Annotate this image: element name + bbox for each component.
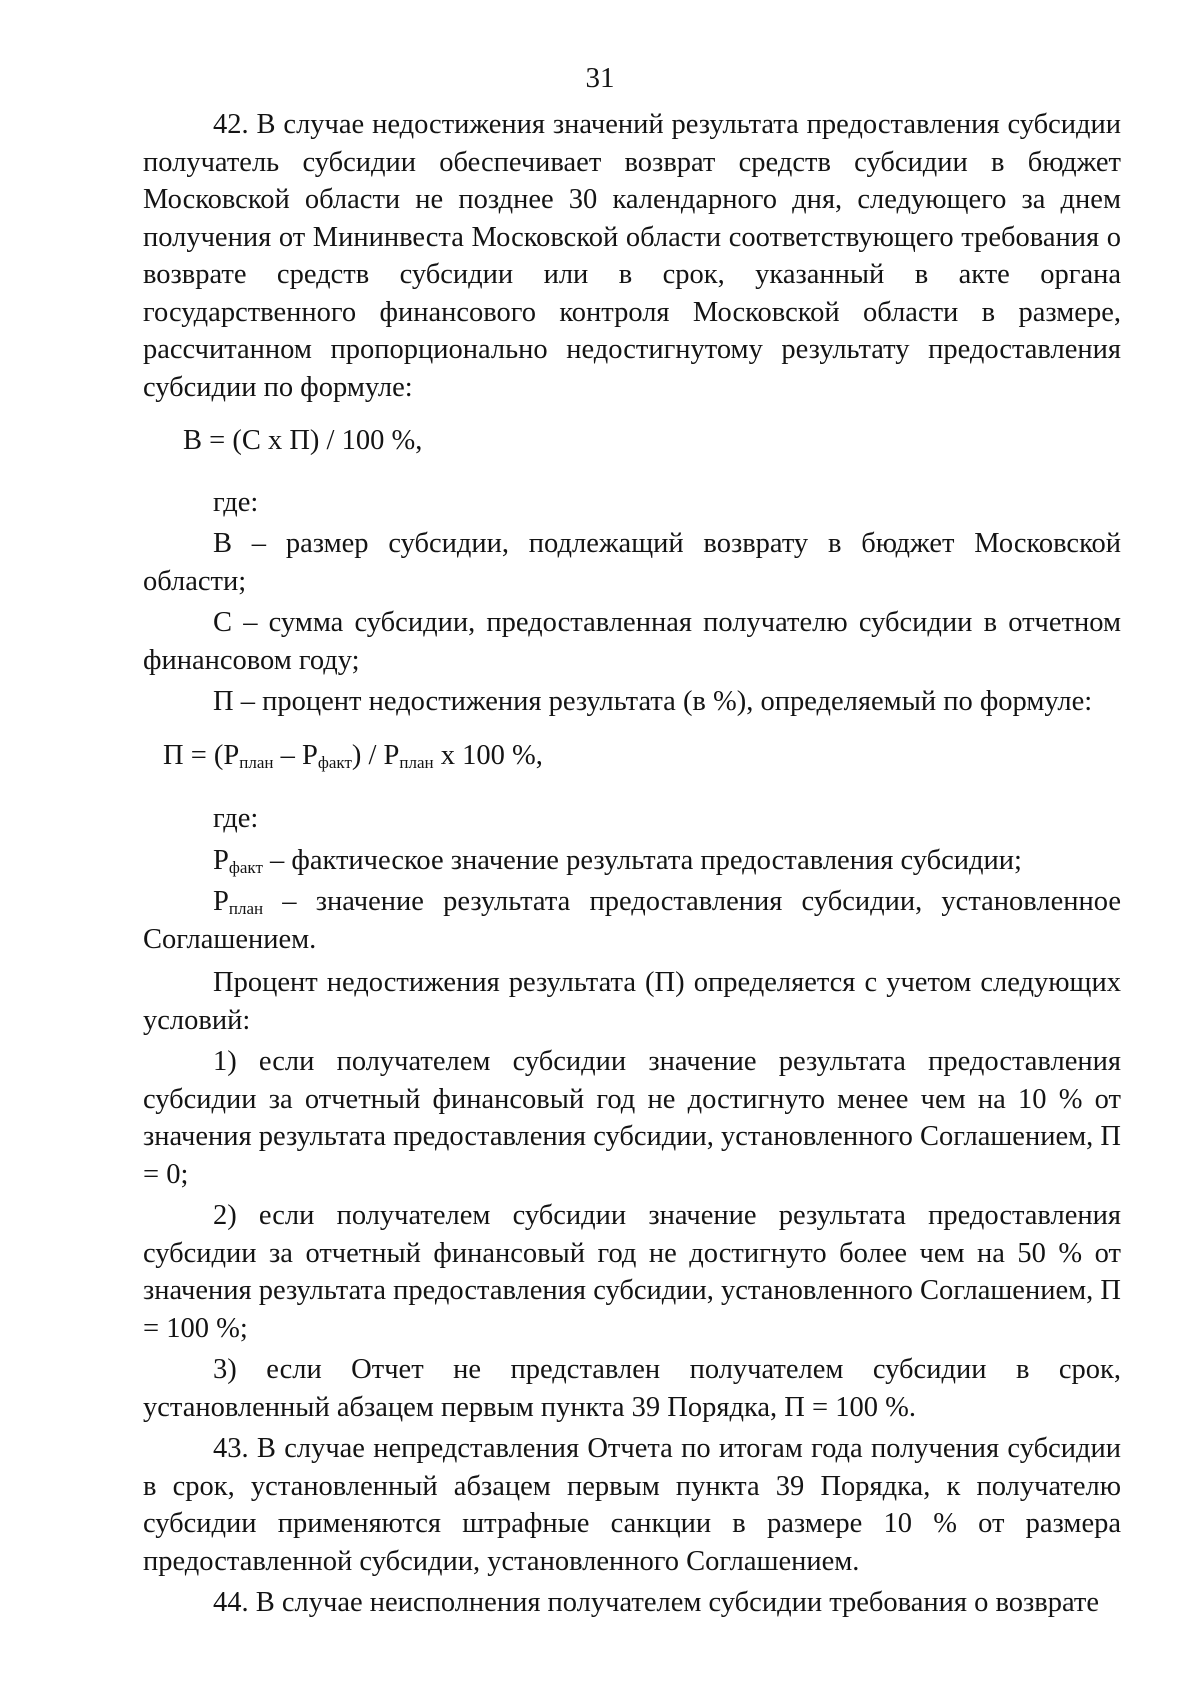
formula-percent — [143, 737, 1121, 775]
formula-subscript: факт — [317, 752, 352, 772]
paragraph-44: 44. В случае неисполнения получателем субсидии требования о возврате — [213, 1587, 1100, 1618]
definition-pfact — [143, 842, 1121, 880]
definition-pplan — [143, 883, 1121, 958]
symbol-subscript: план — [228, 899, 264, 918]
definition-p: П – процент недостижения результата (в %), определяемый по формуле: — [213, 686, 1093, 717]
paragraph-42: 42. В случае недостижения значений результата предоставления субсидии получатель субсидии обеспечивает возврат средств субсидии в бюджет Московской области не позднее 30 календарного дня, следующего за днем получения от Мининвеста Московской области соответствующего требования о возврате средств субсидии или в срок, указанный в акте органа государственного финансового контроля Московской области в размере, рассчитанном пропорционально недостигнутому результату предоставления субсидии по формуле: — [143, 109, 1121, 403]
where-label-2: где: — [213, 803, 259, 834]
definition-text: – значение результата предоставления субсидии, установленное Соглашением. — [143, 886, 1121, 955]
definition-b: В – размер субсидии, подлежащий возврату в бюджет Московской области; — [143, 528, 1121, 597]
conditions-intro: Процент недостижения результата (П) определяется с учетом следующих условий: — [143, 967, 1121, 1036]
where-label-1: где: — [213, 486, 259, 518]
page-number: 31 — [585, 62, 615, 94]
condition-3: 3) если Отчет не представлен получателем субсидии в срок, установленный абзацем первым пункта 39 Порядка, П = 100 %. — [143, 1354, 1121, 1423]
condition-1: 1) если получателем субсидии значение результата предоставления субсидии за отчетный финансовый год не достигнуто менее чем на 10 % от значения результата предоставления субсидии, установленного Соглашением, П = 0; — [143, 1046, 1121, 1190]
formula-part: х 100 %, — [433, 739, 543, 771]
symbol-subscript: факт — [228, 857, 263, 877]
definition-c: С – сумма субсидии, предоставленная получателю субсидии в отчетном финансовом году; — [143, 607, 1121, 676]
formula-part: ) / Р — [351, 739, 400, 771]
definition-text: – фактическое значение результата предоставления субсидии; — [262, 844, 1022, 876]
formula-subscript: план — [399, 752, 434, 772]
symbol: Р — [213, 844, 229, 876]
document-body — [143, 106, 1121, 1622]
paragraph-43: 43. В случае непредставления Отчета по итогам года получения субсидии в срок, установленный абзацем первым пункта 39 Порядка, к получателю субсидии применяются штрафные санкции в размере 10 % от размера предоставленной субсидии, установленного Соглашением. — [143, 1433, 1121, 1577]
formula-return-amount: В = (С х П) / 100 %, — [183, 425, 423, 456]
condition-2: 2) если получателем субсидии значение результата предоставления субсидии за отчетный финансовый год не достигнуто более чем на 50 % от значения результата предоставления субсидии, установленного Соглашением, П = 100 %; — [143, 1200, 1121, 1344]
symbol: Р — [213, 886, 229, 917]
formula-part: П = (Р — [163, 739, 240, 771]
formula-subscript: план — [239, 752, 274, 772]
formula-part: – Р — [273, 739, 318, 771]
